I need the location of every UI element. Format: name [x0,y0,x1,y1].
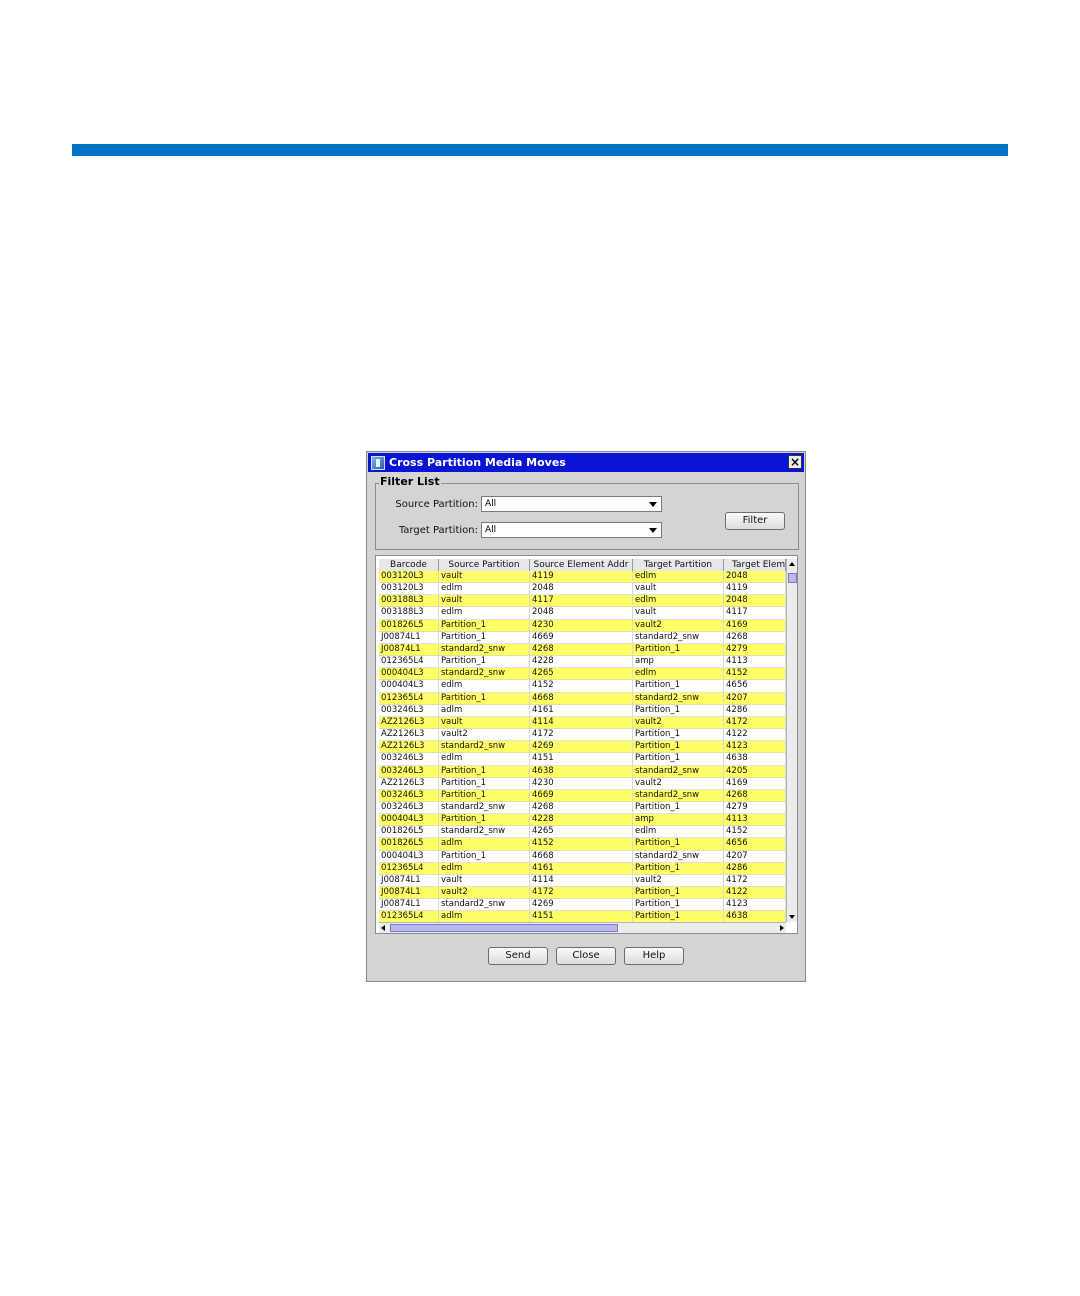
barcode-cell: 012365L4 [379,911,439,922]
target-partition-cell: Partition_1 [633,705,724,716]
source-element-cell: 2048 [530,583,633,594]
table-body [379,571,786,924]
source-element-cell: 4161 [530,863,633,874]
table-row[interactable] [379,705,786,717]
target-partition-cell: Partition_1 [633,899,724,910]
target-element-cell: 4152 [724,826,786,837]
source-partition-cell: vault [439,717,530,728]
source-partition-cell: edlm [439,680,530,691]
target-element-cell: 4152 [724,668,786,679]
table-row[interactable] [379,899,786,911]
media-moves-table [375,555,798,934]
column-header-source-element-addr[interactable]: Source Element Addr [530,559,633,571]
source-partition-cell: Partition_1 [439,693,530,704]
target-element-cell: 4268 [724,632,786,643]
filter-list-legend: Filter List [380,475,440,488]
dialog-title: Cross Partition Media Moves [389,456,566,469]
target-element-cell: 2048 [724,571,786,582]
table-row[interactable] [379,766,786,778]
barcode-cell: AZ2126L3 [379,741,439,752]
target-partition-cell: vault2 [633,875,724,886]
target-partition-cell: standard2_snw [633,851,724,862]
target-partition-cell: standard2_snw [633,693,724,704]
filter-list-group [375,475,799,550]
target-partition-cell: Partition_1 [633,680,724,691]
source-element-cell: 4152 [530,838,633,849]
barcode-cell: J00874L1 [379,887,439,898]
table-row[interactable] [379,887,786,899]
target-element-cell: 2048 [724,595,786,606]
source-partition-cell: standard2_snw [439,668,530,679]
target-element-cell: 4207 [724,851,786,862]
barcode-cell: 003246L3 [379,802,439,813]
source-partition-cell: vault [439,595,530,606]
source-partition-cell: Partition_1 [439,656,530,667]
source-partition-cell: vault [439,875,530,886]
scroll-up-icon[interactable] [789,562,795,566]
table-row[interactable] [379,717,786,729]
barcode-cell: 012365L4 [379,863,439,874]
source-element-cell: 4265 [530,668,633,679]
table-row[interactable] [379,668,786,680]
target-partition-cell: Partition_1 [633,838,724,849]
source-element-cell: 4117 [530,595,633,606]
source-partition-label: Source Partition: [395,499,478,510]
barcode-cell: 001826L5 [379,620,439,631]
target-element-cell: 4122 [724,729,786,740]
source-partition-cell: Partition_1 [439,620,530,631]
target-element-cell: 4638 [724,911,786,922]
table-row[interactable] [379,790,786,802]
target-partition-cell: Partition_1 [633,863,724,874]
barcode-cell: 003246L3 [379,705,439,716]
target-partition-cell: Partition_1 [633,911,724,922]
table-row[interactable] [379,583,786,595]
barcode-cell: 003120L3 [379,583,439,594]
barcode-cell: 003246L3 [379,790,439,801]
table-row[interactable] [379,729,786,741]
target-element-cell: 4122 [724,887,786,898]
source-element-cell: 4230 [530,778,633,789]
barcode-cell: 003246L3 [379,753,439,764]
source-element-cell: 4269 [530,741,633,752]
target-partition-cell: edlm [633,826,724,837]
horizontal-scrollbar[interactable] [379,922,786,933]
source-element-cell: 4230 [530,620,633,631]
table-row[interactable] [379,802,786,814]
help-button[interactable]: Help [624,947,684,965]
target-partition-cell: edlm [633,571,724,582]
source-partition-cell: standard2_snw [439,899,530,910]
source-partition-cell: Partition_1 [439,778,530,789]
table-row[interactable] [379,875,786,887]
chevron-down-icon [649,502,657,507]
send-button[interactable]: Send [488,947,548,965]
target-partition-cell: Partition_1 [633,741,724,752]
source-element-cell: 4268 [530,802,633,813]
target-partition-cell: Partition_1 [633,644,724,655]
source-partition-cell: standard2_snw [439,826,530,837]
target-partition-cell: standard2_snw [633,790,724,801]
app-icon [371,456,385,470]
barcode-cell: J00874L1 [379,875,439,886]
barcode-cell: J00874L1 [379,644,439,655]
target-element-cell: 4123 [724,899,786,910]
target-element-cell: 4113 [724,814,786,825]
cross-partition-media-moves-dialog [366,451,806,982]
table-row[interactable] [379,838,786,850]
barcode-cell: 003188L3 [379,595,439,606]
target-element-cell: 4268 [724,790,786,801]
target-partition-cell: Partition_1 [633,802,724,813]
target-partition-cell: Partition_1 [633,887,724,898]
barcode-cell: AZ2126L3 [379,717,439,728]
target-element-cell: 4279 [724,802,786,813]
source-partition-cell: adlm [439,911,530,922]
target-partition-value: All [485,525,497,535]
source-element-cell: 4269 [530,899,633,910]
source-element-cell: 4265 [530,826,633,837]
source-partition-cell: edlm [439,863,530,874]
scroll-left-icon[interactable] [381,925,385,931]
barcode-cell: 000404L3 [379,851,439,862]
target-element-cell: 4656 [724,680,786,691]
target-partition-cell: vault2 [633,620,724,631]
target-element-cell: 4172 [724,717,786,728]
source-partition-cell: edlm [439,607,530,618]
target-partition-cell: vault [633,583,724,594]
source-partition-cell: vault2 [439,729,530,740]
target-element-cell: 4113 [724,656,786,667]
column-header-target-element[interactable]: Target Elem [724,559,786,571]
source-element-cell: 4172 [530,887,633,898]
table-row[interactable] [379,680,786,692]
source-element-cell: 4669 [530,790,633,801]
target-partition-cell: standard2_snw [633,632,724,643]
table-row[interactable] [379,778,786,790]
target-element-cell: 4169 [724,620,786,631]
table-row[interactable] [379,595,786,607]
source-element-cell: 4669 [530,632,633,643]
target-partition-cell: vault2 [633,717,724,728]
source-partition-cell: edlm [439,753,530,764]
target-element-cell: 4172 [724,875,786,886]
source-partition-cell: Partition_1 [439,632,530,643]
close-button[interactable]: Close [556,947,616,965]
target-partition-cell: vault2 [633,778,724,789]
source-partition-cell: Partition_1 [439,814,530,825]
target-partition-cell: edlm [633,668,724,679]
target-element-cell: 4286 [724,705,786,716]
page-header-rule [72,144,1008,156]
table-row[interactable] [379,632,786,644]
target-partition-cell: amp [633,814,724,825]
target-element-cell: 4119 [724,583,786,594]
column-header-target-partition[interactable]: Target Partition [633,559,724,571]
table-row[interactable] [379,851,786,863]
target-partition-cell: vault [633,607,724,618]
source-partition-cell: edlm [439,583,530,594]
source-element-cell: 4668 [530,851,633,862]
barcode-cell: J00874L1 [379,632,439,643]
barcode-cell: AZ2126L3 [379,778,439,789]
vertical-scroll-thumb[interactable] [788,573,797,583]
target-partition-label: Target Partition: [398,525,478,536]
barcode-cell: 000404L3 [379,668,439,679]
table-row[interactable] [379,656,786,668]
barcode-cell: 001826L5 [379,826,439,837]
target-partition-cell: standard2_snw [633,766,724,777]
barcode-cell: J00874L1 [379,899,439,910]
source-element-cell: 2048 [530,607,633,618]
target-element-cell: 4656 [724,838,786,849]
filter-button[interactable]: Filter [725,512,785,530]
target-element-cell: 4169 [724,778,786,789]
barcode-cell: AZ2126L3 [379,729,439,740]
table-row[interactable] [379,753,786,765]
source-element-cell: 4114 [530,875,633,886]
source-partition-cell: Partition_1 [439,851,530,862]
table-row[interactable] [379,693,786,705]
source-element-cell: 4228 [530,656,633,667]
table-row[interactable] [379,863,786,875]
target-element-cell: 4207 [724,693,786,704]
barcode-cell: 000404L3 [379,814,439,825]
scroll-down-icon[interactable] [789,915,795,919]
source-element-cell: 4119 [530,571,633,582]
column-header-source-partition[interactable]: Source Partition [439,559,530,571]
source-element-cell: 4268 [530,644,633,655]
source-element-cell: 4668 [530,693,633,704]
source-element-cell: 4638 [530,766,633,777]
source-element-cell: 4172 [530,729,633,740]
barcode-cell: 003120L3 [379,571,439,582]
source-element-cell: 4151 [530,911,633,922]
barcode-cell: 003188L3 [379,607,439,618]
source-partition-select[interactable] [481,496,662,512]
table-row[interactable] [379,607,786,619]
horizontal-scroll-thumb[interactable] [390,924,618,932]
target-element-cell: 4279 [724,644,786,655]
target-element-cell: 4117 [724,607,786,618]
table-row[interactable] [379,571,786,583]
source-partition-value: All [485,499,497,509]
target-partition-cell: Partition_1 [633,729,724,740]
table-row[interactable] [379,826,786,838]
barcode-cell: 012365L4 [379,693,439,704]
barcode-cell: 012365L4 [379,656,439,667]
target-partition-cell: amp [633,656,724,667]
source-partition-cell: Partition_1 [439,790,530,801]
target-partition-cell: Partition_1 [633,753,724,764]
dialog-title-bar[interactable] [368,453,804,472]
source-partition-cell: Partition_1 [439,766,530,777]
source-partition-cell: vault [439,571,530,582]
column-header-barcode[interactable]: Barcode [379,559,439,571]
chevron-down-icon [649,528,657,533]
target-element-cell: 4286 [724,863,786,874]
vertical-scrollbar[interactable] [786,559,798,922]
target-element-cell: 4638 [724,753,786,764]
source-element-cell: 4152 [530,680,633,691]
source-partition-cell: standard2_snw [439,802,530,813]
source-partition-cell: adlm [439,705,530,716]
table-row[interactable] [379,644,786,656]
source-element-cell: 4114 [530,717,633,728]
source-partition-cell: standard2_snw [439,741,530,752]
scroll-right-icon[interactable] [780,925,784,931]
table-row[interactable] [379,620,786,632]
barcode-cell: 003246L3 [379,766,439,777]
target-partition-cell: edlm [633,595,724,606]
barcode-cell: 000404L3 [379,680,439,691]
target-element-cell: 4123 [724,741,786,752]
table-row[interactable] [379,814,786,826]
source-element-cell: 4161 [530,705,633,716]
source-partition-cell: standard2_snw [439,644,530,655]
table-header [379,559,786,571]
barcode-cell: 001826L5 [379,838,439,849]
source-element-cell: 4151 [530,753,633,764]
table-row[interactable] [379,741,786,753]
source-partition-cell: vault2 [439,887,530,898]
close-icon[interactable]: × [789,455,801,469]
source-element-cell: 4228 [530,814,633,825]
source-partition-cell: adlm [439,838,530,849]
target-partition-select[interactable] [481,522,662,538]
target-element-cell: 4205 [724,766,786,777]
